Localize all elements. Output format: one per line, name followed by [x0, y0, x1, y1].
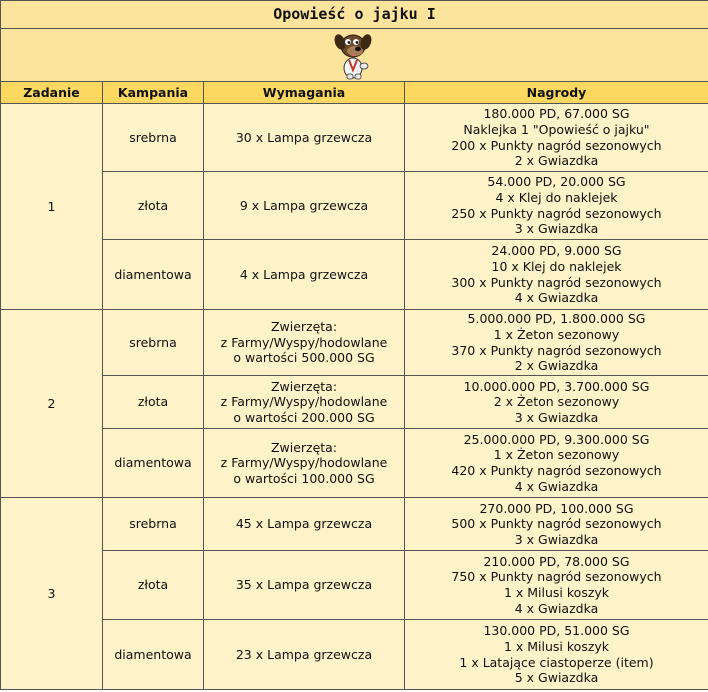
reward-line: 270.000 PD, 100.000 SG	[479, 500, 634, 516]
task-number: 3	[1, 498, 103, 690]
reward-line: 210.000 PD, 78.000 SG	[483, 553, 630, 569]
quest-table-body	[1, 104, 708, 690]
reward-line: Naklejka 1 "Opowieść o jajku"	[463, 121, 650, 137]
reward-line: 1 x Milusi koszyk	[503, 585, 610, 600]
reward-line: 3 x Gwiazdka	[514, 409, 599, 425]
requirements-cell	[204, 429, 405, 498]
page-title: Opowieść o jajku I	[1, 1, 708, 29]
rewards-cell	[405, 551, 708, 620]
rewards-cell	[405, 104, 708, 172]
rewards-cell	[405, 376, 708, 429]
rewards-cell	[405, 172, 708, 240]
task-number: 1	[1, 104, 103, 310]
mascot-cell	[1, 29, 708, 82]
campaign-name: srebrna	[103, 310, 204, 376]
column-header-wymagania: Wymagania	[204, 82, 405, 104]
requirement-line: o wartości 100.000 SG	[233, 470, 375, 486]
reward-line: 4 x Gwiazdka	[514, 600, 599, 616]
requirements-cell	[204, 376, 405, 429]
campaign-name: diamentowa	[103, 620, 204, 690]
reward-line: 2 x Gwiazdka	[514, 358, 599, 374]
campaign-name: diamentowa	[103, 240, 204, 310]
table-row	[1, 172, 708, 240]
requirement-line: 35 x Lampa grzewcza	[235, 577, 373, 593]
rewards-cell	[405, 498, 708, 551]
rewards-cell	[405, 310, 708, 376]
reward-line: 1 x Latające ciastoperze (item)	[459, 654, 654, 670]
requirements-cell	[204, 240, 405, 310]
table-row	[1, 104, 708, 172]
table-row	[1, 551, 708, 620]
reward-line: 54.000 PD, 20.000 SG	[487, 174, 626, 190]
rewards-cell	[405, 240, 708, 310]
reward-line: 250 x Punkty nagród sezonowych	[451, 205, 662, 221]
rewards-cell	[405, 620, 708, 690]
reward-line: 1 x Milusi koszyk	[503, 638, 610, 654]
requirement-line: Zwierzęta:	[270, 378, 338, 394]
rewards-cell	[405, 429, 708, 498]
requirement-line: o wartości 200.000 SG	[233, 409, 375, 425]
requirement-line: 23 x Lampa grzewcza	[235, 646, 373, 662]
campaign-name: diamentowa	[103, 429, 204, 498]
reward-line: 2 x Żeton sezonowy	[493, 394, 620, 410]
table-row	[1, 240, 708, 310]
reward-line: 4 x Gwiazdka	[514, 478, 599, 494]
reward-line: 180.000 PD, 67.000 SG	[483, 106, 630, 122]
task-number: 2	[1, 310, 103, 498]
requirement-line: Zwierzęta:	[270, 439, 338, 455]
requirement-line: z Farmy/Wyspy/hodowlane	[220, 394, 388, 410]
dog-mascot-icon	[325, 30, 385, 80]
requirements-cell	[204, 310, 405, 376]
table-row	[1, 498, 708, 551]
column-header-kampania: Kampania	[103, 82, 204, 104]
reward-line: 300 x Punkty nagród sezonowych	[451, 274, 662, 290]
reward-line: 3 x Gwiazdka	[514, 221, 599, 237]
requirement-line: z Farmy/Wyspy/hodowlane	[220, 455, 388, 471]
reward-line: 5 x Gwiazdka	[514, 670, 599, 686]
reward-line: 3 x Gwiazdka	[514, 531, 599, 547]
column-header-nagrody: Nagrody	[405, 82, 708, 104]
requirement-line: 45 x Lampa grzewcza	[235, 516, 373, 532]
campaign-name: złota	[103, 172, 204, 240]
column-header-zadanie: Zadanie	[1, 82, 103, 104]
requirements-cell	[204, 620, 405, 690]
table-row	[1, 376, 708, 429]
reward-line: 10 x Klej do naklejek	[491, 258, 622, 274]
reward-line: 4 x Klej do naklejek	[495, 189, 618, 205]
reward-line: 750 x Punkty nagród sezonowych	[451, 569, 662, 585]
campaign-name: srebrna	[103, 104, 204, 172]
requirement-line: 9 x Lampa grzewcza	[239, 197, 369, 213]
requirement-line: 30 x Lampa grzewcza	[235, 129, 373, 145]
reward-line: 1 x Żeton sezonowy	[493, 447, 620, 463]
reward-line: 4 x Gwiazdka	[514, 290, 599, 306]
reward-line: 10.000.000 PD, 3.700.000 SG	[463, 378, 650, 394]
reward-line: 200 x Punkty nagród sezonowych	[451, 137, 662, 153]
requirements-cell	[204, 498, 405, 551]
requirements-cell	[204, 104, 405, 172]
reward-line: 370 x Punkty nagród sezonowych	[451, 342, 662, 358]
requirements-cell	[204, 172, 405, 240]
reward-line: 25.000.000 PD, 9.300.000 SG	[463, 431, 650, 447]
requirement-line: o wartości 500.000 SG	[233, 350, 375, 366]
reward-line: 2 x Gwiazdka	[514, 153, 599, 169]
requirements-cell	[204, 551, 405, 620]
campaign-name: złota	[103, 376, 204, 429]
reward-line: 5.000.000 PD, 1.800.000 SG	[467, 311, 646, 327]
table-row	[1, 310, 708, 376]
reward-line: 500 x Punkty nagród sezonowych	[451, 516, 662, 532]
reward-line: 130.000 PD, 51.000 SG	[483, 623, 630, 639]
table-row	[1, 620, 708, 690]
campaign-name: srebrna	[103, 498, 204, 551]
requirement-line: z Farmy/Wyspy/hodowlane	[220, 334, 388, 350]
reward-line: 1 x Żeton sezonowy	[493, 326, 620, 342]
table-row	[1, 429, 708, 498]
requirement-line: 4 x Lampa grzewcza	[239, 266, 369, 282]
requirement-line: Zwierzęta:	[270, 319, 338, 335]
reward-line: 24.000 PD, 9.000 SG	[491, 243, 622, 259]
reward-line: 420 x Punkty nagród sezonowych	[451, 463, 662, 478]
campaign-name: złota	[103, 551, 204, 620]
